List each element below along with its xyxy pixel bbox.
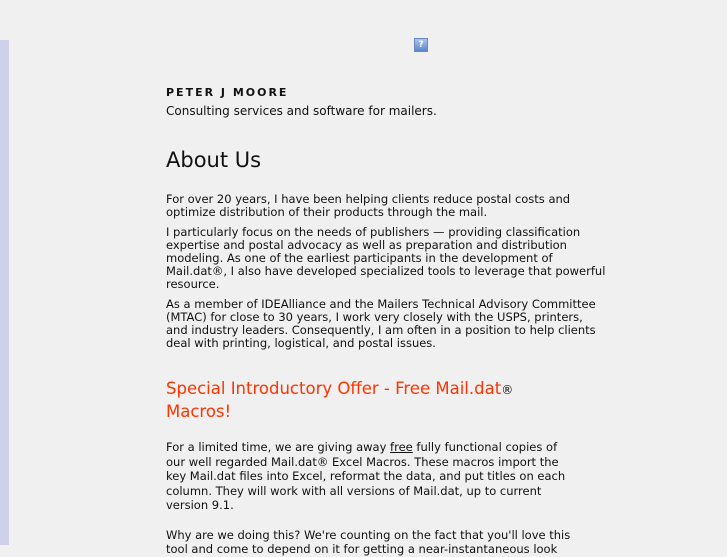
about-paragraph-2: I particularly focus on the needs of publishers — providing classification expertise and postal advocacy as well as preparation and distribution modeling. As one of the earliest participants in the development of Mail.dat®, I also have developed specialized tools to leverage that powerful resource. (166, 225, 606, 291)
page-title: About Us (166, 148, 262, 172)
offer-text-after: fully functional copies of our well regarded Mail.dat® Excel Macros. These macros import the key Mail.dat files into Excel, reformat the data, and put titles on each column. They will work with all versions of Mail.dat, up to current version 9.1. (166, 440, 566, 512)
registered-mark: ® (501, 383, 514, 397)
about-paragraph-1: For over 20 years, I have been helping clients reduce postal costs and optimize distribution of their products through the mail. (166, 192, 571, 219)
tagline: Consulting services and software for mailers. (166, 104, 437, 118)
offer-heading (166, 378, 606, 423)
offer-text-before: For a limited time, we are giving away (166, 440, 391, 454)
free-link[interactable]: free (390, 440, 413, 454)
offer-paragraph (166, 440, 578, 513)
help-icon[interactable]: ? (414, 38, 428, 52)
main-content (166, 86, 606, 557)
about-paragraph-3: As a member of IDEAlliance and the Mailers Technical Advisory Committee (MTAC) for close to 30 years, I work very closely with the USPS, printers, and industry leaders. Consequently, I am often in a position to help clients deal with printing, logistical, and postal issues. (166, 297, 596, 350)
why-paragraph: Why are we doing this? We're counting on the fact that you'll love this tool and come to depend on it for getting a near-instantaneous look (166, 527, 571, 556)
offer-heading-text: Special Introductory Offer - Free Mail.dat (166, 379, 502, 398)
left-sidebar-bar (0, 40, 9, 545)
brand-name: PETER J MOORE (166, 86, 289, 99)
offer-heading-text-2: Macros! (166, 402, 232, 421)
